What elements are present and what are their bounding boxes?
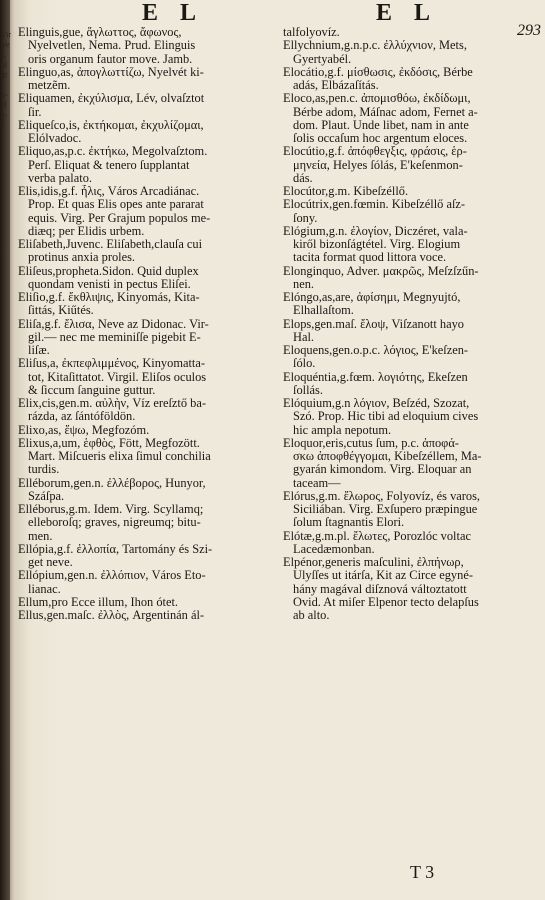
- dictionary-entry: [283, 437, 540, 490]
- dictionary-entry: [283, 291, 540, 318]
- entry-continuation-line: Ovid. At miſer Elpenor tecto delapſus: [293, 595, 479, 609]
- dictionary-entry: [283, 185, 540, 198]
- margin-notes: [1, 30, 11, 140]
- entry-continuation-line: ſolum ſtagnantis Elori.: [293, 516, 405, 530]
- entry-continuation-line: Elólvadoc.: [28, 132, 82, 145]
- dictionary-entry: [283, 344, 540, 371]
- dictionary-entry: [283, 39, 540, 66]
- entry-continuation-line: oris organum fautor move. Jamb.: [28, 52, 193, 66]
- dictionary-entry: [18, 145, 284, 185]
- entry-continuation-line: Száſpa.: [28, 489, 65, 503]
- dictionary-entry: [18, 609, 284, 622]
- dictionary-entry: [283, 26, 540, 39]
- entry-continuation-line: σκω ἀποφθέγγομαι, Kibeſzéllem, Ma-: [293, 450, 482, 463]
- entry-continuation-line: Nyelvetlen, Nema. Prud. Elinguis: [28, 39, 196, 53]
- entry-continuation-line: gil.— nec me meminiſſe pigebit E-: [28, 330, 201, 344]
- entry-continuation-line: Bérbe adom, Máſnac adom, Fernet a-: [293, 105, 478, 119]
- right-column: [283, 26, 540, 622]
- dictionary-entry: [283, 145, 540, 185]
- entry-headword-line: Ellópia,g.f. ἐλλοπία, Tartomány és Szi-: [18, 542, 213, 556]
- dictionary-entry: [283, 490, 540, 530]
- entry-headword-line: Eloquéntia,g.fœm. λογιότης, Ekeſzen: [283, 370, 468, 384]
- entry-continuation-line: tacita format quod littora voce.: [293, 251, 447, 265]
- dictionary-entry: [18, 424, 284, 437]
- dictionary-entry: [283, 397, 540, 437]
- entry-continuation-line: Siciliában. Virg. Exſupero præpingue: [293, 503, 478, 516]
- entry-continuation-line: quondam venisti in pectus Eliſei.: [28, 277, 191, 291]
- entry-headword-line: Elops,gen.maſ. ἔλοψ, Viſzanott hayo: [283, 317, 464, 331]
- entry-headword-line: Ellychnium,g.n.p.c. ἐλλύχνιον, Mets,: [283, 39, 467, 53]
- entry-continuation-line: Gyertyabél.: [293, 52, 352, 66]
- entry-headword-line: Elógium,g.n. ἐλογίον, Diczéret, vala-: [283, 224, 468, 238]
- entry-continuation-line: rázda, az ſántóföldön.: [28, 410, 136, 424]
- dictionary-entry: [18, 92, 284, 119]
- entry-headword-line: Ellópium,gen.n. ἐλλόπιον, Város Eto-: [18, 569, 206, 583]
- entry-headword-line: Elocútrix,gen.fœmin. Kibeſzéllő aſz-: [283, 198, 466, 212]
- entry-continuation-line: hic ampla nepotum.: [293, 423, 392, 437]
- dictionary-entry: [18, 596, 284, 609]
- entry-continuation-line: protinus anxia proles.: [28, 251, 136, 265]
- entry-continuation-line: ſony.: [293, 211, 318, 225]
- entry-continuation-line: Ulyſſes ut itárſa, Kit az Circe egyné-: [293, 569, 473, 583]
- margin-note: ol: [0, 59, 8, 70]
- entry-headword-line: Eliſabeth,Juvenc. Eliſabeth,clauſa cui: [18, 238, 203, 251]
- dictionary-entry: [18, 357, 284, 397]
- entry-continuation-line: turdis.: [28, 463, 60, 477]
- entry-continuation-line: elleboroſq; graves, nigreumq; bitu-: [28, 516, 201, 530]
- margin-note: gr: [0, 69, 8, 80]
- dictionary-entry: [283, 265, 540, 292]
- entry-headword-line: Eliſeus,propheta.Sidon. Quid duplex: [18, 264, 199, 278]
- entry-headword-line: Elóquium,g.n λόγιον, Beſzéd, Szozat,: [283, 397, 470, 410]
- page-number: 293: [517, 22, 541, 39]
- dictionary-entry: [18, 26, 284, 66]
- entry-headword-line: Eliqueſco,is, ἐκτήκομαι, ἐκχυλίζομαι,: [18, 118, 204, 132]
- dictionary-entry: [18, 291, 284, 318]
- dictionary-entry: [18, 569, 284, 596]
- entry-headword-line: talfolyovíz.: [283, 26, 340, 39]
- dictionary-entry: [18, 119, 284, 146]
- entry-headword-line: Elóngo,as,are, ἀφίσημι, Megnyujtó,: [283, 291, 461, 304]
- entry-continuation-line: μηνεία, Helyes ſólás, E'keſenmon-: [293, 158, 463, 172]
- entry-headword-line: Elis,idis,g.f. ἦλις, Város Arcadiánac.: [18, 185, 200, 198]
- entry-continuation-line: ſittás, Kiűtés.: [28, 304, 94, 318]
- entry-continuation-line: tot, Kitaſittatot. Virgil. Eliſos oculos: [28, 370, 207, 384]
- entry-headword-line: Ellum,pro Ecce illum, Ihon ótet.: [18, 595, 179, 609]
- dictionary-entry: [283, 92, 540, 145]
- entry-continuation-line: ſólo.: [293, 357, 316, 371]
- entry-headword-line: Elótæ,g.m.pl. ἔλωτες, Porozlóc voltac: [283, 529, 471, 543]
- entry-continuation-line: Mart. Miſcueris elixa ſimul conchilia: [28, 450, 211, 463]
- entry-headword-line: Eliſus,a, ἐκπεφλιμμένος, Kinyomatta-: [18, 357, 205, 371]
- dictionary-entry: [18, 477, 284, 504]
- entry-continuation-line: diæq; per Elidis urbem.: [28, 224, 145, 238]
- entry-headword-line: Eliſio,g.f. ἔκθλιψις, Kinyomás, Kita-: [18, 291, 200, 304]
- entry-continuation-line: get neve.: [28, 556, 73, 569]
- entry-continuation-line: Hal.: [293, 330, 314, 344]
- margin-note: e: [0, 120, 5, 130]
- dictionary-entry: [18, 503, 284, 543]
- dictionary-entry: [18, 318, 284, 358]
- entry-headword-line: Eliquamen, ἐκχύλισμα, Lév, olvaſztot: [18, 92, 205, 106]
- margin-note: l: [0, 80, 4, 90]
- entry-headword-line: Elinguo,as, ἀπογλωττίζω, Nyelvét ki-: [18, 65, 204, 79]
- entry-continuation-line: men.: [28, 529, 53, 543]
- dictionary-entry: [283, 198, 540, 225]
- margin-note: z-: [0, 109, 8, 120]
- entry-headword-line: Eloquens,gen.o.p.c. λόγιος, E'keſzen-: [283, 344, 469, 357]
- entry-continuation-line: nen.: [293, 277, 314, 291]
- entry-headword-line: Elocátio,g.f. μίσθωσις, ἐκδόσις, Bérbe: [283, 65, 473, 79]
- entry-continuation-line: equis. Virg. Per Grajum populos me-: [28, 211, 211, 225]
- entry-continuation-line: adás, Elbázaſítás.: [293, 79, 379, 92]
- signature-mark: T 3: [410, 862, 435, 882]
- entry-headword-line: Elocútio,g.f. ἀπόφθεγξις, φράσις, ἑρ-: [283, 145, 467, 159]
- margin-note: Vir: [0, 29, 12, 40]
- dictionary-entry: [18, 265, 284, 292]
- dictionary-entry: [283, 318, 540, 345]
- entry-headword-line: Eliquo,as,p.c. ἐκτήκω, Megolvaſztom.: [18, 145, 208, 159]
- entry-continuation-line: liſæ.: [28, 344, 50, 357]
- entry-continuation-line: Elhallaſtom.: [293, 304, 354, 318]
- entry-continuation-line: dás.: [293, 171, 313, 185]
- running-head-right: E L: [376, 0, 439, 26]
- running-head-left: E L: [142, 0, 205, 26]
- entry-headword-line: Elonginquo, Adver. μακρῶς, Meſzſzűn-: [283, 264, 479, 278]
- entry-headword-line: Eloco,as,pen.c. ἀπομισθόω, ἐκδίδωμι,: [283, 92, 471, 106]
- dictionary-entry: [283, 530, 540, 557]
- dictionary-entry: [283, 371, 540, 398]
- entry-headword-line: Elléborus,g.m. Idem. Virg. Scyllamq;: [18, 503, 204, 516]
- entry-continuation-line: hány magával diſznová változtatott: [293, 582, 467, 596]
- dictionary-entry: [283, 66, 540, 93]
- left-column: [18, 26, 284, 622]
- entry-headword-line: Elocútor,g.m. Kibeſzéllő.: [283, 185, 409, 198]
- entry-headword-line: Elixus,a,um, ἑφθὸς, Fött, Megfozött.: [18, 436, 200, 450]
- dictionary-entry: [18, 185, 284, 238]
- entry-headword-line: Eloquor,eris,cutus ſum, p.c. ἀποφά-: [283, 436, 459, 450]
- dictionary-entry: [18, 397, 284, 424]
- dictionary-entry: [18, 437, 284, 477]
- entry-headword-line: Ellus,gen.maſc. ἐλλὸς, Argentinán ál-: [18, 609, 205, 622]
- entry-continuation-line: & ſiccum ſanguine guttur.: [28, 383, 156, 397]
- entry-headword-line: Elix,cis,gen.m. αὐλὴν, Víz ereſztő ba-: [18, 397, 206, 410]
- entry-headword-line: Elléborum,gen.n. ἐλλέβορος, Hunyor,: [18, 476, 206, 490]
- entry-continuation-line: Szó. Prop. Hic tibi ad eloquium cives: [293, 410, 479, 424]
- dictionary-entry: [283, 556, 540, 622]
- entry-continuation-line: lianac.: [28, 582, 61, 596]
- dictionary-entry: [18, 238, 284, 265]
- entry-headword-line: Elinguis,gue, ἄγλωττος, ἄφωνος,: [18, 26, 182, 39]
- entry-continuation-line: ſolis occaſum hoc argentum eloces.: [293, 132, 468, 145]
- entry-continuation-line: Prop. Et quas Elis opes ante pararat: [28, 198, 204, 212]
- entry-headword-line: Elixo,as, ἕψω, Megfozóm.: [18, 423, 150, 437]
- margin-note: n-: [0, 89, 8, 100]
- entry-headword-line: Elpénor,generis maſculini, ἐλπήνωρ,: [283, 556, 464, 569]
- margin-note: el: [0, 99, 8, 110]
- entry-headword-line: Elórus,g.m. ἔλωρος, Folyovíz, és varos,: [283, 489, 481, 503]
- entry-continuation-line: kiről bizonſágtétel. Virg. Elogium: [293, 238, 461, 251]
- entry-continuation-line: verba palato.: [28, 171, 92, 185]
- margin-note: Ve: [0, 39, 10, 50]
- entry-continuation-line: gyarán kimondom. Virg. Eloquar an: [293, 463, 472, 477]
- dictionary-entry: [18, 543, 284, 570]
- margin-note: .: [0, 130, 4, 140]
- entry-continuation-line: metzẽm.: [28, 79, 71, 92]
- entry-continuation-line: ab alto.: [293, 609, 330, 622]
- entry-continuation-line: taceam—: [293, 476, 341, 490]
- entry-continuation-line: Lacedæmonban.: [293, 542, 375, 556]
- entry-continuation-line: ſir.: [28, 105, 42, 119]
- margin-note: s,: [0, 50, 7, 60]
- dictionary-entry: [283, 225, 540, 265]
- dictionary-entry: [18, 66, 284, 93]
- entry-continuation-line: dom. Plaut. Unde libet, nam in ante: [293, 118, 469, 132]
- entry-headword-line: Eliſa,g.f. ἔλισα, Neve az Didonac. Vir-: [18, 317, 209, 331]
- entry-continuation-line: Perſ. Eliquat & tenero ſupplantat: [28, 158, 190, 172]
- entry-continuation-line: ſollás.: [293, 383, 323, 397]
